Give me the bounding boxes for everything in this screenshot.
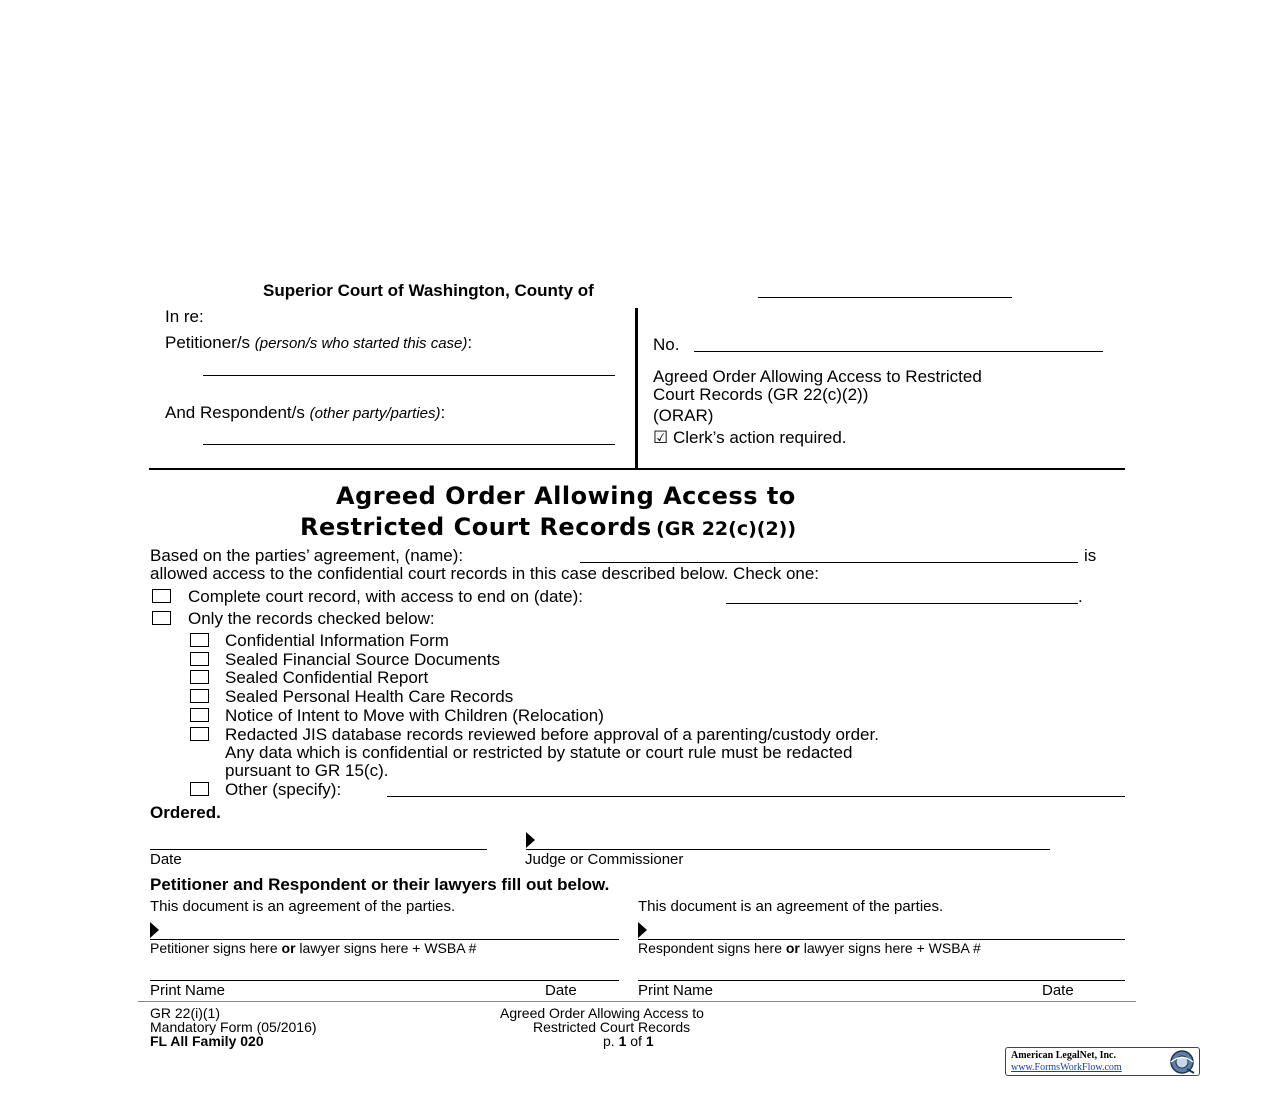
county-field[interactable] [758, 297, 1012, 298]
other-records-checkbox[interactable] [190, 782, 209, 796]
case-code: (ORAR) [653, 406, 714, 425]
access-end-date-field[interactable] [726, 603, 1078, 604]
petitioner-agreement-text: This document is an agreement of the parties. [150, 898, 456, 915]
other-records-field[interactable] [387, 796, 1125, 797]
case-title-line1: Agreed Order Allowing Access to Restricted [653, 367, 982, 386]
logo-url-link[interactable]: www.FormsWorkFlow.com [1011, 1062, 1122, 1073]
jis-records-checkbox[interactable] [190, 727, 209, 741]
form-title-line2 [300, 513, 796, 541]
form-title-main: Restricted Court Records [300, 513, 652, 541]
caption-bottom-rule [149, 468, 1125, 470]
complete-record-checkbox[interactable] [152, 589, 171, 603]
footer-title-line2: Restricted Court Records [533, 1019, 691, 1035]
respondent-sign-text: Respondent signs here [638, 940, 786, 956]
petitioner-colon: : [467, 333, 473, 352]
petitioner-label [165, 333, 472, 353]
clerk-check-icon: ☑ [653, 428, 669, 447]
footer-mandatory: Mandatory Form (05/2016) [150, 1019, 317, 1035]
page-of: of [626, 1033, 646, 1049]
clerk-action-text: Clerk’s action required. [672, 428, 847, 447]
respondent-sign-label [638, 940, 981, 956]
legalnet-logo[interactable] [1005, 1047, 1200, 1076]
logo-company: American LegalNet, Inc. [1011, 1050, 1116, 1061]
record-checkbox[interactable] [190, 708, 209, 722]
jis-records-line3: pursuant to GR 15(c). [225, 761, 389, 780]
respondent-hint: (other party/parties) [309, 405, 441, 422]
case-no-field[interactable] [694, 351, 1103, 352]
caption-divider [635, 308, 638, 468]
form-title-line1: Agreed Order Allowing Access to [336, 482, 796, 510]
petitioner-name-field[interactable] [203, 375, 615, 376]
complete-record-label: Complete court record, with access to end on (date): [188, 587, 583, 606]
case-title-line2: Court Records (GR 22(c)(2)) [653, 385, 869, 404]
court-title: Superior Court of Washington, County of [263, 281, 594, 300]
or-word: or [281, 940, 296, 956]
judge-signature-field[interactable] [526, 849, 1050, 850]
footer-title-line1: Agreed Order Allowing Access to [500, 1005, 704, 1021]
sign-arrow-icon [526, 832, 535, 848]
page-number: 1 [618, 1033, 627, 1049]
parties-heading: Petitioner and Respondent or their lawyers fill out below. [150, 875, 610, 894]
intro-is: is [1084, 546, 1097, 565]
record-label: Sealed Financial Source Documents [225, 650, 500, 669]
page-total: 1 [645, 1033, 654, 1049]
record-label: Notice of Intent to Move with Children (Relocation) [225, 706, 604, 725]
only-records-label: Only the records checked below: [188, 609, 435, 628]
ordered-label: Ordered. [150, 803, 221, 822]
petitioner-print-name-field[interactable] [150, 980, 619, 981]
footer-form-id: FL All Family 020 [150, 1033, 264, 1049]
petitioner-sign-label [150, 940, 476, 956]
record-label: Sealed Personal Health Care Records [225, 687, 514, 706]
only-records-checkbox[interactable] [152, 611, 171, 625]
jis-records-line2: Any data which is confidential or restricted by statute or court rule must be redacted [225, 743, 853, 762]
other-records-label: Other (specify): [225, 780, 342, 799]
petitioner-sign-text: Petitioner signs here [150, 940, 282, 956]
record-checkbox[interactable] [190, 633, 209, 647]
page-prefix: p. [603, 1033, 619, 1049]
case-no-label: No. [653, 335, 680, 354]
jis-records-line1: Redacted JIS database records reviewed before approval of a parenting/custody order. [225, 725, 879, 744]
sign-arrow-icon [638, 922, 647, 938]
footer-rule [138, 1001, 1136, 1002]
record-label: Confidential Information Form [225, 631, 449, 650]
footer-rule-ref: GR 22(i)(1) [150, 1005, 221, 1021]
record-checkbox[interactable] [190, 670, 209, 684]
petitioner-date-label: Date [545, 982, 577, 999]
respondent-print-name-field[interactable] [638, 980, 1125, 981]
globe-icon [1167, 1049, 1197, 1075]
record-checkbox[interactable] [190, 689, 209, 703]
sign-arrow-icon [150, 922, 159, 938]
respondent-label-text: And Respondent/s [165, 403, 305, 422]
respondent-print-name-label: Print Name [638, 982, 714, 999]
respondent-name-field[interactable] [203, 444, 615, 445]
or-word: or [785, 940, 800, 956]
record-checkbox[interactable] [190, 652, 209, 666]
petitioner-label-text: Petitioner/s [165, 333, 251, 352]
clerk-action [653, 428, 847, 447]
petitioner-print-name-label: Print Name [150, 982, 226, 999]
order-date-field[interactable] [150, 849, 487, 850]
petitioner-hint: (person/s who started this case) [254, 335, 468, 352]
judge-label: Judge or Commissioner [525, 851, 684, 868]
record-label: Sealed Confidential Report [225, 668, 429, 687]
respondent-colon: : [440, 403, 446, 422]
respondent-agreement-text: This document is an agreement of the parties. [638, 898, 944, 915]
lawyer-sign-text: lawyer signs here + WSBA # [799, 940, 981, 956]
footer-page [603, 1033, 654, 1049]
intro-text-line2: allowed access to the confidential court records in this case described below. Check one: [150, 564, 820, 583]
form-title-suffix: (GR 22(c)(2)) [656, 518, 797, 540]
requester-name-field[interactable] [580, 562, 1078, 563]
order-date-label: Date [150, 851, 182, 868]
respondent-date-label: Date [1042, 982, 1074, 999]
respondent-label [165, 403, 445, 423]
lawyer-sign-text: lawyer signs here + WSBA # [295, 940, 477, 956]
in-re-label: In re: [165, 307, 204, 326]
complete-record-period: . [1078, 587, 1083, 606]
intro-text: Based on the parties’ agreement, (name): [150, 546, 464, 565]
